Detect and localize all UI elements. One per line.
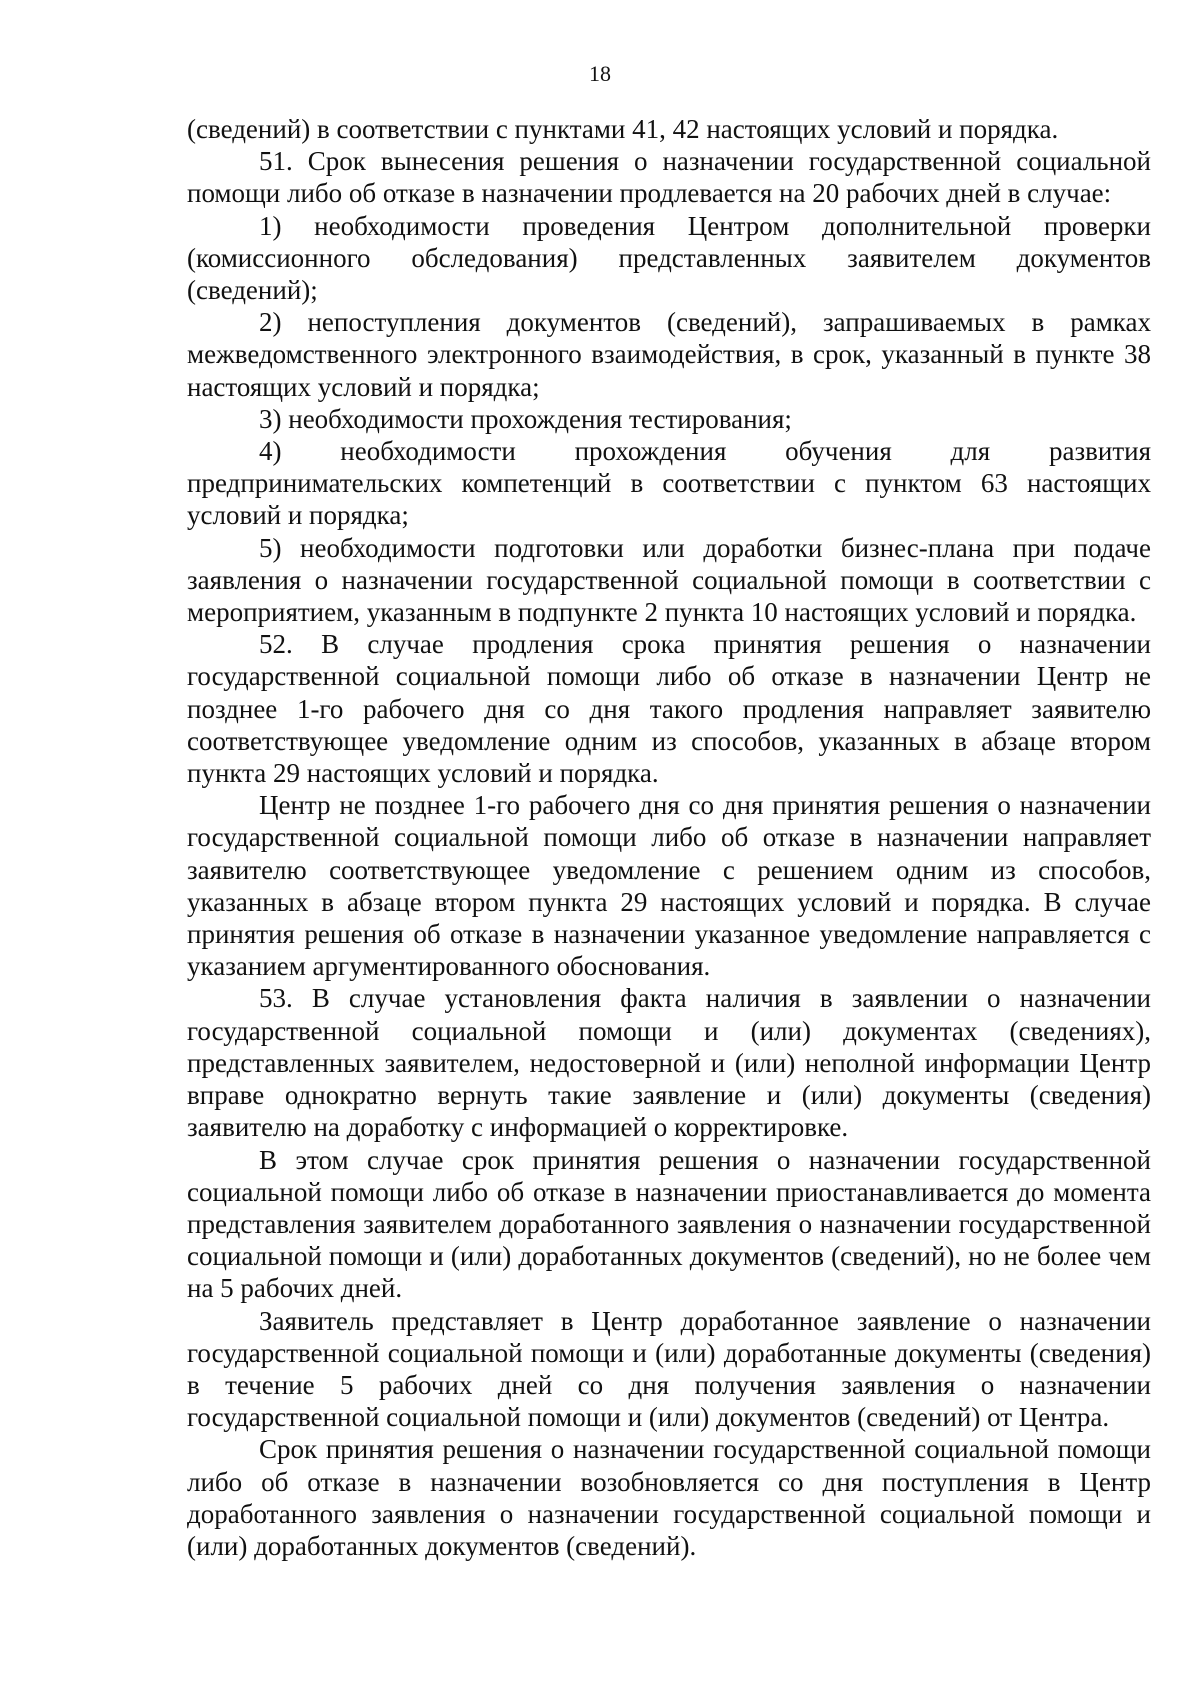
page-number: 18 [589,61,611,86]
paragraph: В этом случае срок принятия решения о назначении государственной социальной помощи либо об отказе в назначении приостанавливается до момента представления заявителем доработанного заявления о назначении государственной социальной помощи и (или) доработанных документов (сведений), но не более чем на 5 рабочих дней. [187,1144,1151,1304]
paragraph: 1) необходимости проведения Центром дополнительной проверки (комиссионного обследования) представленных заявителем документов (сведений); [187,210,1151,306]
paragraph: Срок принятия решения о назначении государственной социальной помощи либо об отказе в назначении возобновляется со дня поступления в Центр доработанного заявления о назначении государственной социальной помощи и (или) доработанных документов (сведений). [187,1434,1151,1561]
paragraph: Центр не позднее 1-го рабочего дня со дня принятия решения о назначении государственной социальной помощи либо об отказе в назначении направляет заявителю соответствующее уведомление с решением одним из способов, указанных в абзаце втором пункта 29 настоящих условий и порядка. В случае принятия решения об отказе в назначении указанное уведомление направляется с указанием аргументированного обоснования. [187,790,1151,982]
paragraph: Заявитель представляет в Центр доработанное заявление о назначении государственной социальной помощи и (или) доработанные документы (сведения) в течение 5 рабочих дней со дня получения заявления о назначении государственной социальной помощи и (или) документов (сведений) от Центра. [187,1305,1151,1433]
paragraph: 4) необходимости прохождения обучения для развития предпринимательских компетенций в соответствии с пунктом 63 настоящих условий и порядка; [187,436,1151,531]
paragraph: 52. В случае продления срока принятия решения о назначении государственной социальной помощи либо об отказе в назначении Центр не позднее 1-го рабочего дня со дня такого продления направляет заявителю соответствующее уведомление одним из способов, указанных в абзаце втором пункта 29 настоящих условий и порядка. [187,629,1151,789]
paragraph: 53. В случае установления факта наличия в заявлении о назначении государственной социальной помощи и (или) документах (сведениях), представленных заявителем, недостоверной и (или) неполной информации Центр вправе однократно вернуть такие заявление и (или) документы (сведения) заявителю на доработку с информацией о корректировке. [187,983,1151,1143]
paragraph: (сведений) в соответствии с пунктами 41, 42 настоящих условий и порядка. [187,114,1059,144]
document-body [187,113,1151,1562]
paragraph: 3) необходимости прохождения тестирования; [259,403,792,434]
paragraph: 2) непоступления документов (сведений), запрашиваемых в рамках межведомственного электронного взаимодействия, в срок, указанный в пункте 38 настоящих условий и порядка; [187,307,1151,402]
paragraph: 51. Срок вынесения решения о назначении государственной социальной помощи либо об отказе в назначении продлевается на 20 рабочих дней в случае: [187,146,1151,209]
paragraph: 5) необходимости подготовки или доработки бизнес-плана при подаче заявления о назначении государственной социальной помощи в соответствии с мероприятием, указанным в подпункте 2 пункта 10 настоящих условий и порядка. [187,532,1151,628]
